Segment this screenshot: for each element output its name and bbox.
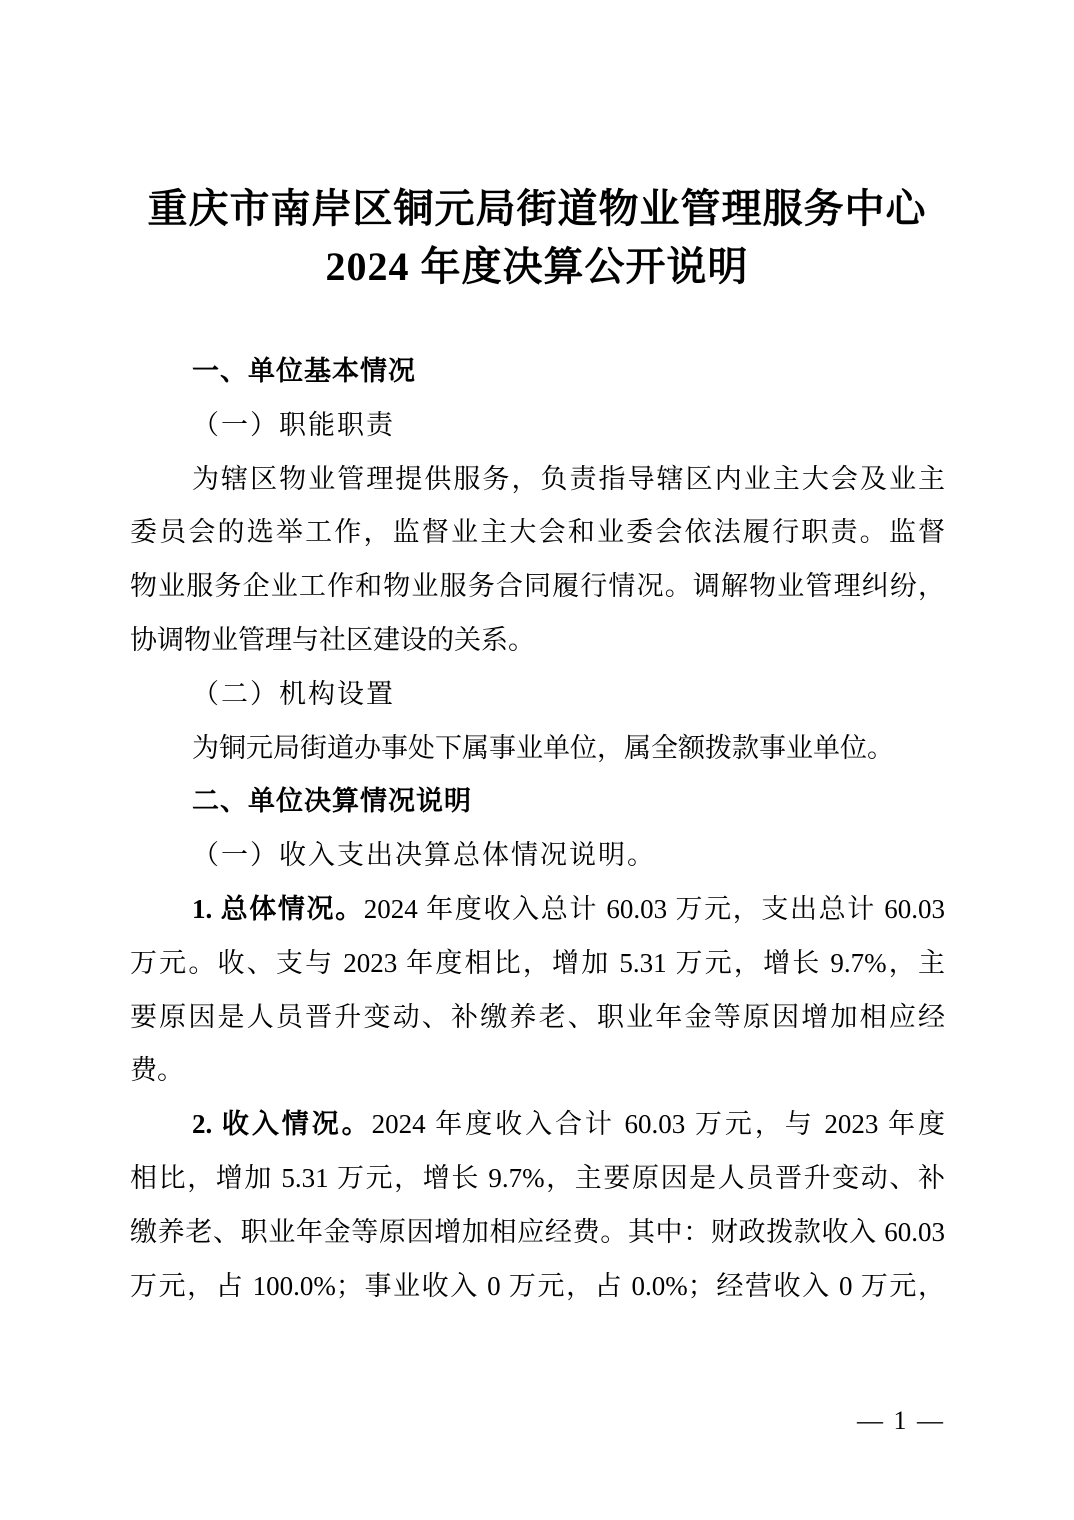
paragraph-lead: 1. 总体情况。 — [192, 893, 364, 924]
paragraph-line: 协调物业管理与社区建设的关系。 — [130, 624, 535, 655]
document-title-line-2: 2024 年度决算公开说明 — [325, 244, 749, 289]
paragraph-line: 万元，占 100.0%；事业收入 0 万元，占 0.0%；经营收入 0 万元， — [130, 1270, 945, 1301]
document-title-line-1: 重庆市南岸区铜元局街道物业管理服务中心 — [147, 186, 927, 231]
document-body — [130, 345, 945, 1313]
document-title — [0, 180, 1074, 296]
subsection-heading: （一）职能职责 — [192, 409, 395, 440]
paragraph-line: 物业服务企业工作和物业服务合同履行情况。调解物业管理纠纷， — [130, 571, 945, 602]
paragraph-line: 1. 总体情况。2024 年度收入总计 60.03 万元，支出总计 60.03 — [192, 893, 945, 924]
paragraph-line: 要原因是人员晋升变动、补缴养老、职业年金等原因增加相应经 — [130, 1001, 945, 1032]
paragraph-line: 费。 — [130, 1055, 184, 1086]
subsection-heading: （二）机构设置 — [192, 678, 395, 709]
section-heading: 二、单位决算情况说明 — [192, 786, 472, 817]
paragraph-line: 为辖区物业管理提供服务，负责指导辖区内业主大会及业主 — [192, 463, 945, 494]
page-number: — 1 — — [857, 1406, 945, 1435]
paragraph-line: 委员会的选举工作，监督业主大会和业委会依法履行职责。监督 — [130, 517, 945, 548]
paragraph-line: 万元。收、支与 2023 年度相比，增加 5.31 万元，增长 9.7%，主 — [130, 947, 945, 978]
paragraph-line: 相比，增加 5.31 万元，增长 9.7%，主要原因是人员晋升变动、补 — [130, 1162, 945, 1193]
paragraph-line: 为铜元局街道办事处下属事业单位，属全额拨款事业单位。 — [192, 732, 894, 763]
section-heading: 一、单位基本情况 — [192, 356, 416, 386]
paragraph-lead: 2. 收入情况。 — [192, 1109, 372, 1140]
paragraph-line: 2. 收入情况。2024 年度收入合计 60.03 万元，与 2023 年度 — [192, 1109, 945, 1140]
paragraph-line: 缴养老、职业年金等原因增加相应经费。其中：财政拨款收入 60.03 — [130, 1216, 945, 1247]
subsection-heading: （一）收入支出决算总体情况说明。 — [192, 840, 656, 871]
